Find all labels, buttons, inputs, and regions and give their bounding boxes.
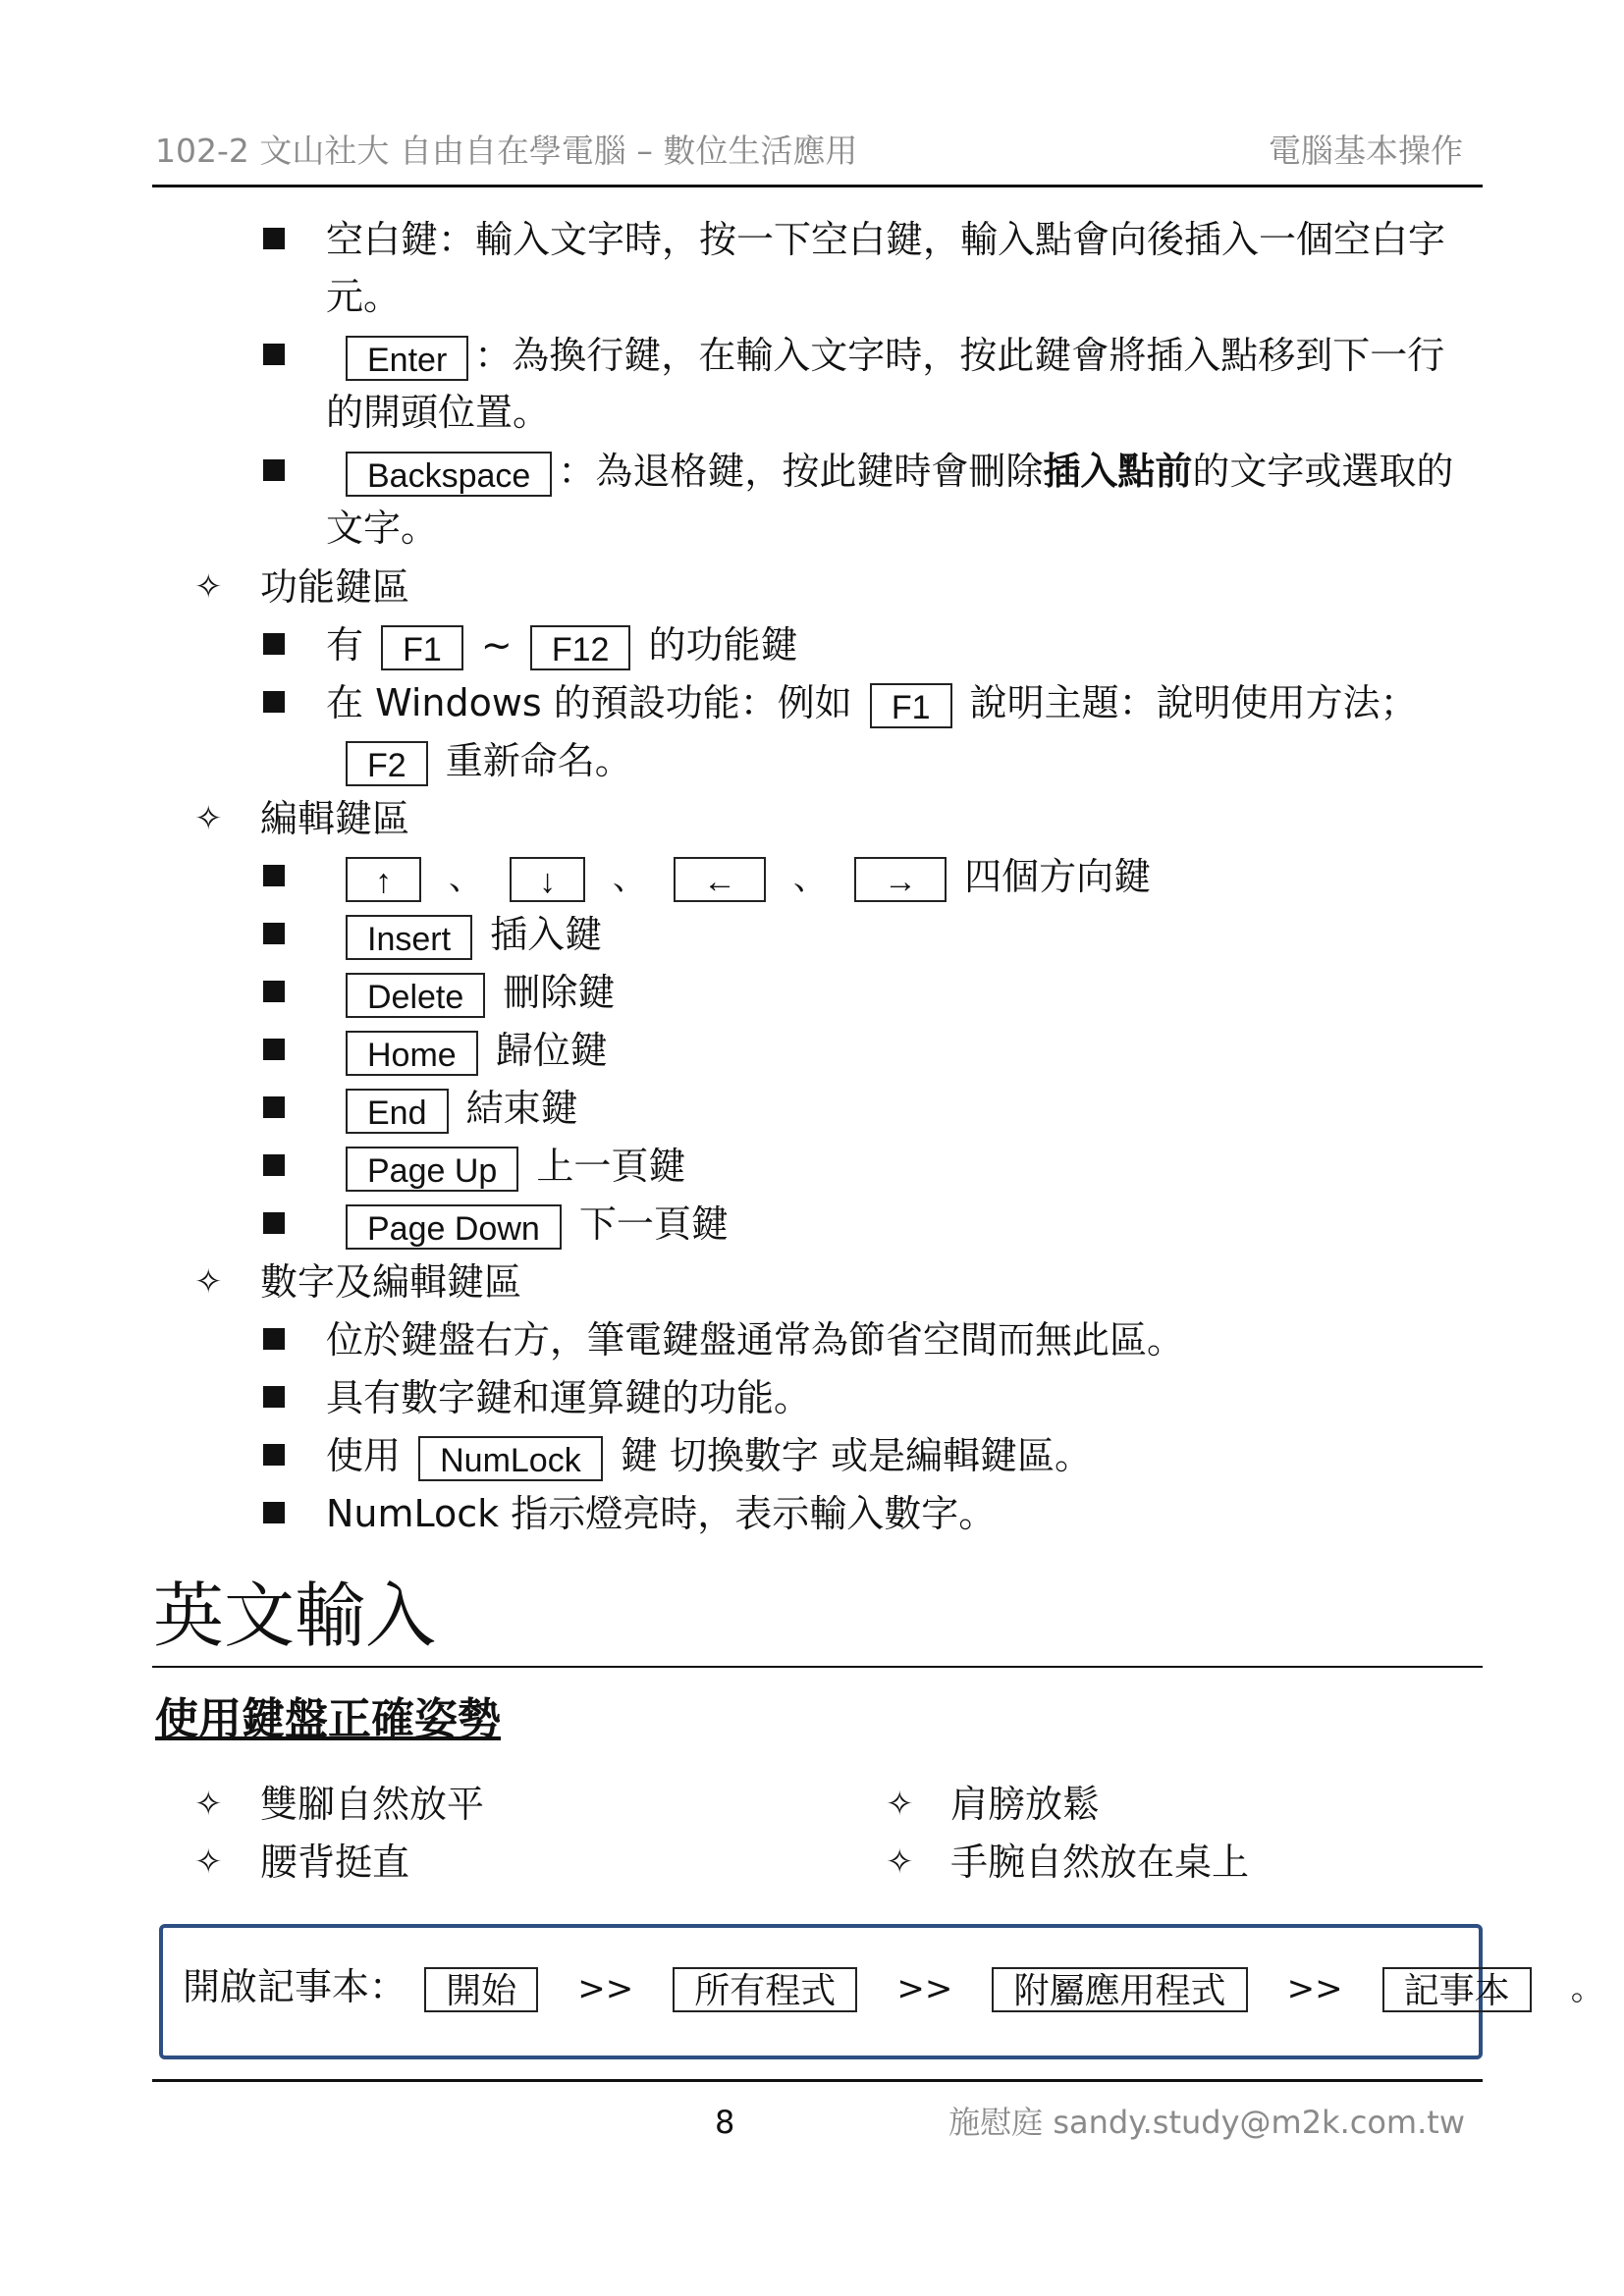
windows-defaults-line — [326, 677, 1418, 728]
bullet-square — [263, 459, 285, 481]
bullet-square — [263, 1096, 285, 1118]
backspace-desc-cont: 文字。 — [326, 507, 439, 550]
subheading-posture: 使用鍵盤正確姿勢 — [155, 1694, 501, 1744]
key-delete: Delete — [346, 973, 485, 1018]
posture-feet: 雙腳自然放平 — [260, 1783, 485, 1826]
arrow-keys-line — [340, 851, 1151, 904]
key-arrow-left: ← — [674, 857, 766, 902]
key-arrow-right: → — [854, 857, 947, 902]
enter-key: Enter — [346, 336, 468, 381]
key-arrow-up: ↑ — [346, 857, 421, 902]
numlock-line — [326, 1430, 1092, 1481]
footer-author: 施慰庭 sandy.study@m2k.com.tw — [948, 2104, 1465, 2141]
posture-wrists: 手腕自然放在桌上 — [950, 1841, 1250, 1884]
key-item-page-down — [340, 1199, 729, 1250]
numlock-use: 使用 — [326, 1434, 402, 1477]
menu-notepad: 記事本 — [1382, 1967, 1532, 2012]
menu-start: 開始 — [424, 1967, 538, 2012]
space-key-desc-cont: 元。 — [326, 275, 402, 318]
notepad-label: 開啟記事本： — [183, 1965, 407, 2008]
diamond-bullet-icon: ✧ — [194, 1785, 223, 1824]
diamond-bullet-icon: ✧ — [194, 1262, 223, 1302]
key-page-up-desc: 上一頁鍵 — [536, 1145, 686, 1188]
comma: 、 — [793, 859, 827, 898]
diamond-bullet-icon: ✧ — [194, 1842, 223, 1882]
bullet-square — [263, 1212, 285, 1234]
key-item-end — [340, 1083, 578, 1134]
key-insert: Insert — [346, 915, 472, 960]
bullet-square — [263, 691, 285, 713]
key-page-up: Page Up — [346, 1147, 518, 1192]
bullet-square — [263, 1039, 285, 1060]
key-numlock: NumLock — [418, 1436, 603, 1481]
path-arrow: >> — [896, 1969, 953, 2008]
key-arrow-down: ↓ — [510, 857, 585, 902]
header-rule — [152, 185, 1483, 187]
tilde: ~ — [480, 623, 513, 667]
key-f12: F12 — [530, 625, 631, 670]
key-item-page-up — [340, 1141, 685, 1192]
path-arrow: >> — [577, 1969, 634, 2008]
key-end: End — [346, 1089, 449, 1134]
header-title: 102-2 文山社大 自由自在學電腦 – 數位生活應用 — [155, 132, 858, 170]
diamond-bullet-icon: ✧ — [886, 1842, 914, 1882]
bullet-square — [263, 344, 285, 365]
bullet-square — [263, 1444, 285, 1466]
path-arrow: >> — [1286, 1969, 1343, 2008]
key-item-home — [340, 1025, 608, 1076]
bullet-square — [263, 923, 285, 944]
enter-key-desc-cont: 的開頭位置。 — [326, 391, 551, 434]
space-key-desc: 空白鍵：輸入文字時，按一下空白鍵，輸入點會向後插入一個空白字 — [326, 218, 1446, 261]
section-editing-keys: 編輯鍵區 — [260, 797, 410, 840]
menu-all-programs: 所有程式 — [673, 1967, 857, 2012]
bullet-square — [263, 633, 285, 655]
key-delete-desc: 刪除鍵 — [503, 971, 616, 1014]
key-f1-help: F1 — [870, 683, 952, 728]
numlock-indicator: NumLock 指示燈亮時，表示輸入數字。 — [326, 1492, 997, 1535]
key-insert-desc: 插入鍵 — [490, 913, 603, 956]
text-has: 有 — [326, 623, 364, 667]
windows-defaults-text: 在 Windows 的預設功能：例如 — [326, 681, 852, 724]
enter-key-desc: ：為換行鍵，在輸入文字時，按此鍵會將插入點移到下一行 — [474, 334, 1445, 377]
arrow-keys-tail: 四個方向鍵 — [964, 855, 1152, 898]
key-f2: F2 — [346, 741, 428, 786]
function-keys-tail: 的功能鍵 — [648, 623, 798, 667]
key-item-insert — [340, 909, 602, 960]
bullet-square — [263, 981, 285, 1002]
comma: 、 — [613, 859, 646, 898]
key-home-desc: 歸位鍵 — [495, 1029, 608, 1072]
bullet-square — [263, 865, 285, 886]
section-numpad: 數字及編輯鍵區 — [260, 1260, 522, 1304]
heading-english-input: 英文輸入 — [153, 1575, 437, 1657]
bullet-square — [263, 1386, 285, 1408]
section-function-keys: 功能鍵區 — [260, 565, 410, 609]
diamond-bullet-icon: ✧ — [194, 799, 223, 838]
key-page-down: Page Down — [346, 1204, 562, 1250]
backspace-key: Backspace — [346, 452, 552, 497]
diamond-bullet-icon: ✧ — [194, 567, 223, 607]
key-f1: F1 — [381, 625, 463, 670]
windows-defaults-cont — [340, 735, 632, 786]
header-chapter: 電腦基本操作 — [1269, 132, 1463, 170]
backspace-desc-b: 的文字或選取的 — [1192, 450, 1454, 493]
menu-accessories: 附屬應用程式 — [992, 1967, 1247, 2012]
key-page-down-desc: 下一頁鍵 — [578, 1202, 729, 1246]
bullet-square — [263, 1328, 285, 1350]
key-home: Home — [346, 1031, 478, 1076]
backspace-desc-bold: 插入點前 — [1043, 450, 1193, 493]
backspace-key-line — [340, 446, 1453, 497]
rename-text: 重新命名。 — [445, 739, 632, 782]
notepad-path — [183, 1961, 1624, 2014]
posture-shoulders: 肩膀放鬆 — [950, 1783, 1101, 1826]
diamond-bullet-icon: ✧ — [886, 1785, 914, 1824]
key-end-desc: 結束鍵 — [465, 1087, 578, 1130]
key-item-delete — [340, 967, 615, 1018]
page-number: 8 — [715, 2104, 735, 2141]
enter-key-line — [340, 330, 1444, 381]
comma: 、 — [449, 859, 482, 898]
backspace-desc-a: ：為退格鍵，按此鍵時會刪除 — [558, 450, 1044, 493]
numlock-desc: 鍵 切換數字 或是編輯鍵區。 — [620, 1434, 1092, 1477]
period: 。 — [1570, 1969, 1604, 2008]
heading-rule — [152, 1666, 1483, 1668]
numpad-desc-1: 位於鍵盤右方，筆電鍵盤通常為節省空間而無此區。 — [326, 1318, 1185, 1362]
bullet-square — [263, 1502, 285, 1523]
numpad-desc-2: 具有數字鍵和運算鍵的功能。 — [326, 1376, 812, 1419]
bullet-square — [263, 228, 285, 249]
bullet-square — [263, 1154, 285, 1176]
posture-back: 腰背挺直 — [260, 1841, 410, 1884]
function-keys-range — [326, 619, 798, 670]
footer-rule — [152, 2079, 1483, 2082]
windows-help-text: 說明主題：說明使用方法； — [969, 681, 1418, 724]
